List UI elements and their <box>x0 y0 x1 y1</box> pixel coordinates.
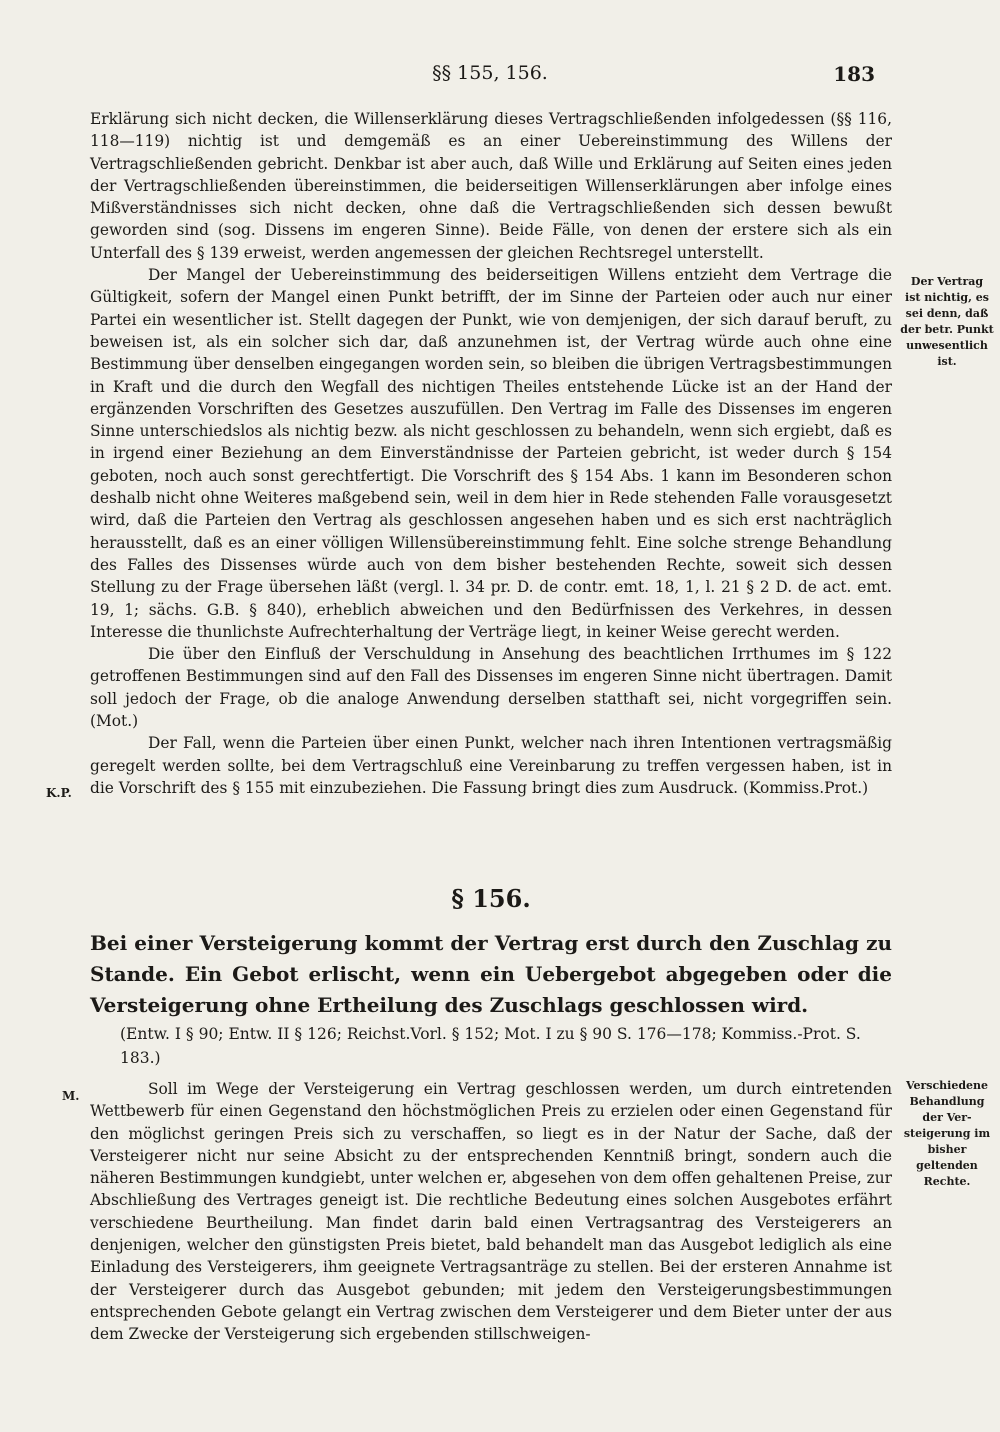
paragraph: Erklärung sich nicht decken, die Willenserklärung dieses Vertragschließenden infolgedessen (§§ 116, 118—119) nichtig ist und demgemäß es an einer Uebereinstimmung des Willens der Vertragschließenden gebricht. Denkbar ist aber auch, daß Wille und Erklärung auf Seiten eines jeden der Vertragschließenden übereinstimmen, die beiderseitigen Willenserklärungen aber infolge eines Mißverständnisses sich nicht decken, ohne daß die Vertragschließenden sich dessen bewußt geworden sind (sog. Dissens im engeren Sinne). Beide Fälle, von denen der erstere sich als ein Unterfall des § 139 erweist, werden angemessen der gleichen Rechtsregel unterstellt. <box>90 110 892 262</box>
margin-note-versteigerung <box>897 1078 997 1190</box>
section-heading: § 156. <box>451 884 531 913</box>
section-references: (Entw. I § 90; Entw. II § 126; Reichst.Vorl. § 152; Mot. I zu § 90 S. 176—178; Kommiss.-Prot. S. 183.) <box>120 1025 861 1067</box>
margin-note-line: unwesentlich ist. <box>906 339 988 368</box>
lower-text-block <box>90 1078 892 1346</box>
margin-note-line: geltenden <box>916 1159 978 1172</box>
paragraph: Der Mangel der Uebereinstimmung des beiderseitigen Willens entzieht dem Vertrage die Gültigkeit, sofern der Mangel einen Punkt betrifft, der im Sinne der Parteien oder auch nur einer Partei ein wesentlicher ist. Stellt dagegen der Punkt, wie von demjenigen, der sich darauf beruft, zu beweisen ist, als ein solcher sich dar, daß anzunehmen ist, der Vertrag würde auch ohne eine Bestimmung über denselben eingegangen worden sein, so bleiben die übrigen Vertragsbestimmungen in Kraft und die durch den Wegfall des nichtigen Theiles entstehende Lücke ist an der Hand der ergänzenden Vorschriften des Gesetzes auszufüllen. Den Vertrag im Falle des Dissenses im engeren Sinne unterschiedslos als nichtig bezw. als nicht geschlossen zu behandeln, wenn sich ergiebt, daß es in irgend einer Beziehung an dem Einverständnisse der Parteien gebricht, ist weder durch § 154 geboten, noch auch sonst gerechtfertigt. Die Vorschrift des § 154 Abs. 1 kann im Besonderen schon deshalb nicht ohne Weiteres maßgebend sein, weil in dem hier in Rede stehenden Falle vorausgesetzt wird, daß die Parteien den Vertrag als geschlossen angesehen haben und es sich erst nachträglich herausstellt, daß es an einer völligen Willensübereinstimmung fehlt. Eine solche strenge Behandlung des Falles des Dissenses würde auch von dem bisher bestehenden Rechte, soweit sich dessen Stellung zu der Frage übersehen läßt (vergl. l. 34 pr. D. de contr. emt. 18, 1, l. 21 § 2 D. de act. emt. 19, 1; sächs. G.B. § 840), erheblich abweichen und den Bedürfnissen des Verkehres, in dessen Interesse die thunlichste Aufrechterhaltung der Verträge liegt, in keiner Weise gerecht werden. <box>90 266 892 641</box>
margin-note-line: der Ver- <box>922 1111 972 1124</box>
section-text: Bei einer Versteigerung kommt der Vertrag erst durch den Zuschlag zu Stande. Ein Gebot erlischt, wenn ein Uebergebot abgegeben oder die Versteigerung ohne Ertheilung des Zuschlags geschlossen wird. <box>90 931 892 1017</box>
paragraph: Der Fall, wenn die Parteien über einen Punkt, welcher nach ihren Intentionen vertragsmäßig geregelt werden sollte, bei dem Vertragschluß eine Vereinbarung zu treffen vergessen haben, ist in die Vorschrift des § 155 mit einzubeziehen. Die Fassung bringt dies zum Ausdruck. (Kommiss.Prot.) <box>90 734 892 797</box>
kp-siglum: K.P. <box>46 786 72 800</box>
page-header <box>90 62 890 92</box>
margin-note-line: der betr. Punkt <box>900 323 994 336</box>
upper-text-block <box>90 108 892 799</box>
m-siglum: M. <box>62 1089 80 1103</box>
margin-note-line: bisher <box>927 1143 967 1156</box>
margin-note-line: steigerung im <box>903 1127 991 1140</box>
page-number: 183 <box>833 62 875 86</box>
margin-note-line: Der Vertrag <box>910 275 984 288</box>
paragraph: Soll im Wege der Versteigerung ein Vertrag geschlossen werden, um durch eintretenden Wettbewerb für einen Gegenstand den höchstmöglichen Preis zu erzielen oder einen Gegenstand für den möglichst geringen Preis sich zu verschaffen, so liegt es in der Natur der Sache, daß der Versteigerer nicht nur seine Absicht zu der entsprechenden Kenntniß bringt, sondern auch die näheren Bestimmungen kundgiebt, unter welchen er, abgesehen von dem offen gehaltenen Preise, zur Abschließung des Vertrages geneigt ist. Die rechtliche Bedeutung eines solchen Ausgebotes erfährt verschiedene Beurtheilung. Man findet darin bald einen Vertragsantrag des Versteigerers an denjenigen, welcher den günstigsten Preis bietet, bald behandelt man das Ausgebot lediglich als eine Einladung des Versteigerers, ihm geeignete Vertragsanträge zu stellen. Bei der ersteren Annahme ist der Versteigerer durch das Ausgebot gebunden; mit jedem den Versteigerungsbestimmungen entsprechenden Gebote gelangt ein Vertrag zwischen dem Versteigerer und dem Bieter unter der aus dem Zwecke der Versteigerung sich ergebenden stillschweigen- <box>90 1080 893 1344</box>
running-head: §§ 155, 156. <box>432 62 548 84</box>
margin-note-line: Behandlung <box>909 1095 985 1108</box>
margin-note-line: Rechte. <box>923 1175 971 1188</box>
margin-note-line: Verschiedene <box>905 1079 989 1092</box>
paragraph: Die über den Einfluß der Verschuldung in Ansehung des beachtlichen Irrthumes im § 122 getroffenen Bestimmungen sind auf den Fall des Dissenses im engeren Sinne nicht übertragen. Damit soll jedoch der Frage, ob die analoge Anwendung derselben statthaft sei, nicht vorgegriffen sein. (Mot.) <box>90 645 892 731</box>
margin-note-line: sei denn, daß <box>905 307 989 320</box>
margin-note-line: ist nichtig, es <box>905 291 989 304</box>
margin-note-vertrag <box>897 274 997 370</box>
